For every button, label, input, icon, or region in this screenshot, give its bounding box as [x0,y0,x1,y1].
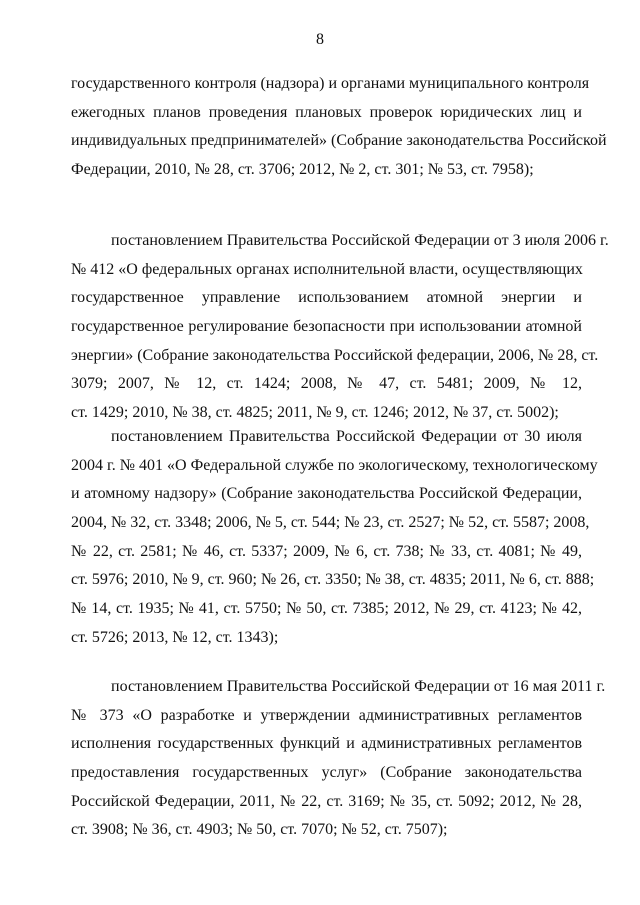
text-line: 2004 г. № 401 «О Федеральной службе по экологическому, технологическому [71,456,598,474]
paragraph [71,423,598,653]
text-line: 2004, № 32, ст. 3348; 2006, № 5, ст. 544; № 23, ст. 2527; № 52, ст. 5587; 2008, [71,514,590,532]
text-line: ст. 5976; 2010, № 9, ст. 960; № 26, ст. 3350; № 38, ст. 4835; 2011, № 6, ст. 888; [71,571,595,589]
text-line: № 412 «О федеральных органах исполнительной власти, осуществляющих [71,260,583,278]
text-line: № 14, ст. 1935; № 41, ст. 5750; № 50, ст. 7385; 2012, № 29, ст. 4123; № 42, [71,600,582,618]
paragraph [71,673,606,845]
paragraph [71,70,607,185]
text-line: Федерации, 2010, № 28, ст. 3706; 2012, № 2, ст. 301; № 53, ст. 7958); [71,161,534,179]
text-line: постановлением Правительства Российской Федерации от 30 июля [111,428,582,445]
text-line: государственное регулирование безопасности при использовании атомной [71,318,582,336]
text-line: постановлением Правительства Российской Федерации от 16 мая 2011 г. [111,678,606,695]
text-line: № 22, ст. 2581; № 46, ст. 5337; 2009, № 6, ст. 738; № 33, ст. 4081; № 49, [71,542,582,560]
text-line: и атомному надзору» (Собрание законодательства Российской Федерации, [71,485,582,503]
text-line: ст. 1429; 2010, № 38, ст. 4825; 2011, № 9, ст. 1246; 2012, № 37, ст. 5002); [71,404,559,422]
text-line: государственного контроля (надзора) и органами муниципального контроля [71,75,590,92]
text-line: предоставления государственных услуг» (Собрание законодательства [71,764,582,782]
text-line: государственное управление использованием атомной энергии и [71,289,582,307]
text-line: энергии» (Собрание законодательства Российской федерации, 2006, № 28, ст. [71,346,599,364]
text-line: постановлением Правительства Российской Федерации от 3 июля 2006 г. [111,232,609,249]
text-line: ст. 5726; 2013, № 12, ст. 1343); [71,628,279,646]
text-line: 3079; 2007, № 12, ст. 1424; 2008, № 47, ст. 5481; 2009, № 12, [71,375,582,393]
text-line: ежегодных планов проведения плановых проверок юридических лиц и [71,103,582,121]
text-line: индивидуальных предпринимателей» (Собрание законодательства Российской [71,132,607,150]
text-line: ст. 3908; № 36, ст. 4903; № 50, ст. 7070; № 52, ст. 7507); [71,821,448,839]
text-line: исполнения государственных функций и административных регламентов [71,735,582,753]
paragraph [71,227,609,428]
text-line: Российской Федерации, 2011, № 22, ст. 3169; № 35, ст. 5092; 2012, № 28, [71,792,582,810]
text-line: № 373 «О разработке и утверждении административных регламентов [71,706,582,724]
page-number: 8 [316,31,324,48]
